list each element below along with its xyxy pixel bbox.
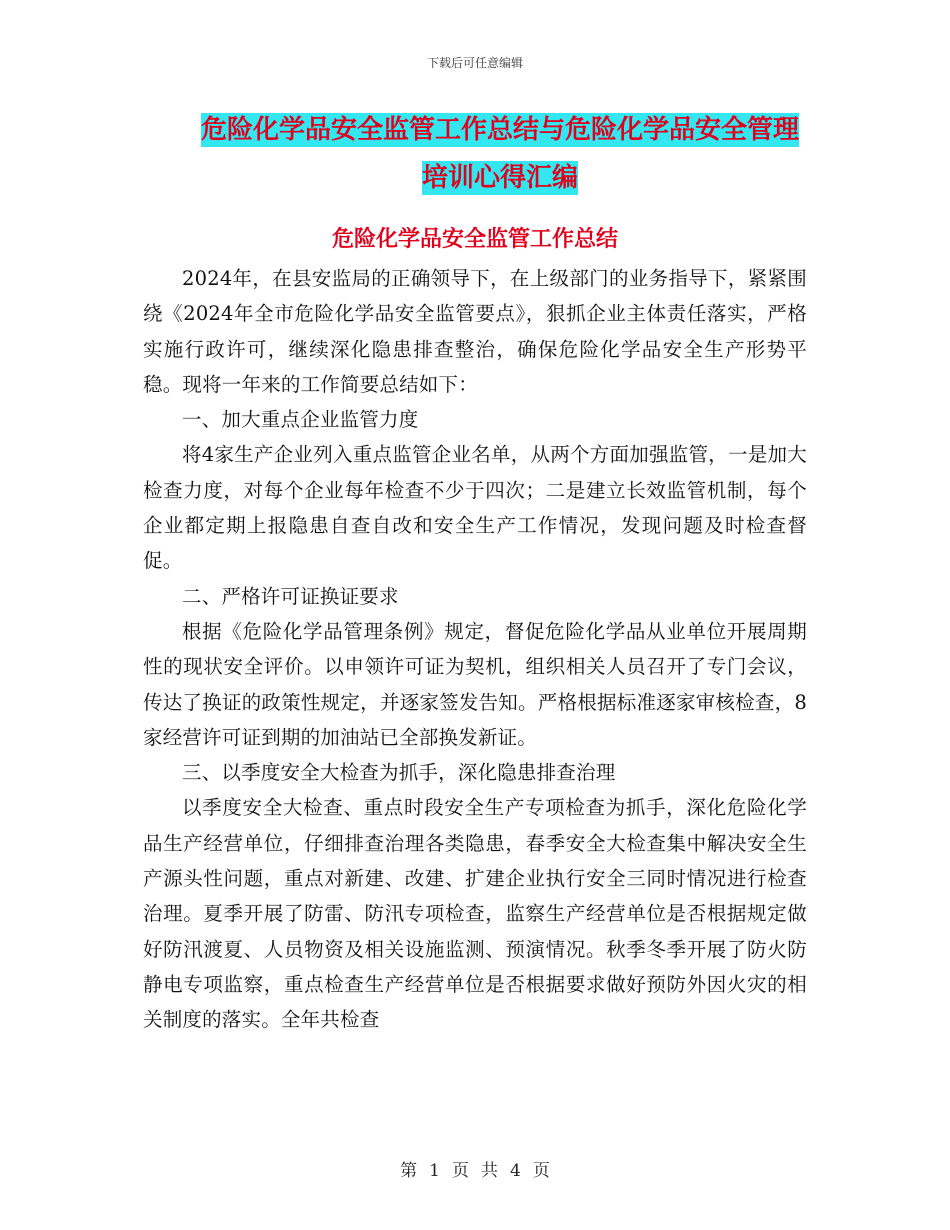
paragraph-intro: 2024年，在县安监局的正确领导下，在上级部门的业务指导下，紧紧围绕《2024年全市危险化学品安全监管要点》，狠抓企业主体责任落实，严格实施行政许可，继续深化隐患排查整治，确保危险化学品安全生产形势平稳。现将一年来的工作简要总结如下： bbox=[143, 267, 807, 396]
section-title: 危险化学品安全监管工作总结 bbox=[331, 227, 618, 252]
page-footer bbox=[0, 1156, 950, 1181]
document-body bbox=[143, 261, 807, 1038]
footer-suffix: 页 bbox=[532, 1161, 550, 1181]
paragraph-2: 根据《危险化学品管理条例》规定，督促危险化学品从业单位开展周期性的现状安全评价。以申领许可证为契机，组织相关人员召开了专门会议，传达了换证的政策性规定，并逐家签发告知。严格根据标准逐家审核检查，8家经营许可证到期的加油站已全部换发新证。 bbox=[143, 619, 807, 749]
header-note: 下载后可任意编辑 bbox=[426, 56, 523, 70]
heading-1: 一、加大重点企业监管力度 bbox=[182, 408, 419, 432]
document-title-line-1: 危险化学品安全监管工作总结与危险化学品安全管理 bbox=[200, 115, 799, 145]
paragraph-1: 将4家生产企业列入重点监管企业名单，从两个方面加强监管，一是加大检查力度，对每个企业每年检查不少于四次；二是建立长效监管机制，每个企业都定期上报隐患自查自改和安全生产工作情况，发现问题及时检查督促。 bbox=[143, 443, 807, 573]
document-title bbox=[150, 106, 850, 202]
footer-prefix: 第 bbox=[400, 1161, 418, 1181]
heading-3: 三、以季度安全大检查为抓手，深化隐患排查治理 bbox=[182, 761, 616, 785]
footer-page-number: 1 bbox=[429, 1161, 440, 1181]
heading-2: 二、严格许可证换证要求 bbox=[182, 584, 399, 608]
footer-total-pages: 4 bbox=[510, 1161, 521, 1181]
footer-mid: 页 bbox=[452, 1161, 469, 1181]
paragraph-3: 以季度安全大检查、重点时段安全生产专项检查为抓手，深化危险化学品生产经营单位，仔细排查治理各类隐患，春季安全大检查集中解决安全生产源头性问题，重点对新建、改建、扩建企业执行安全三同时情况进行检查治理。夏季开展了防雷、防汛专项检查，监察生产经营单位是否根据规定做好防汛渡夏、人员物资及相关设施监测、预演情况。秋季冬季开展了防火防静电专项监察，重点检查生产经营单位是否根据要求做好预防外因火灾的相关制度的落实。全年共检查 bbox=[143, 796, 807, 1032]
document-title-line-2: 培训心得汇编 bbox=[421, 163, 578, 193]
footer-total-prefix: 共 bbox=[481, 1161, 498, 1181]
